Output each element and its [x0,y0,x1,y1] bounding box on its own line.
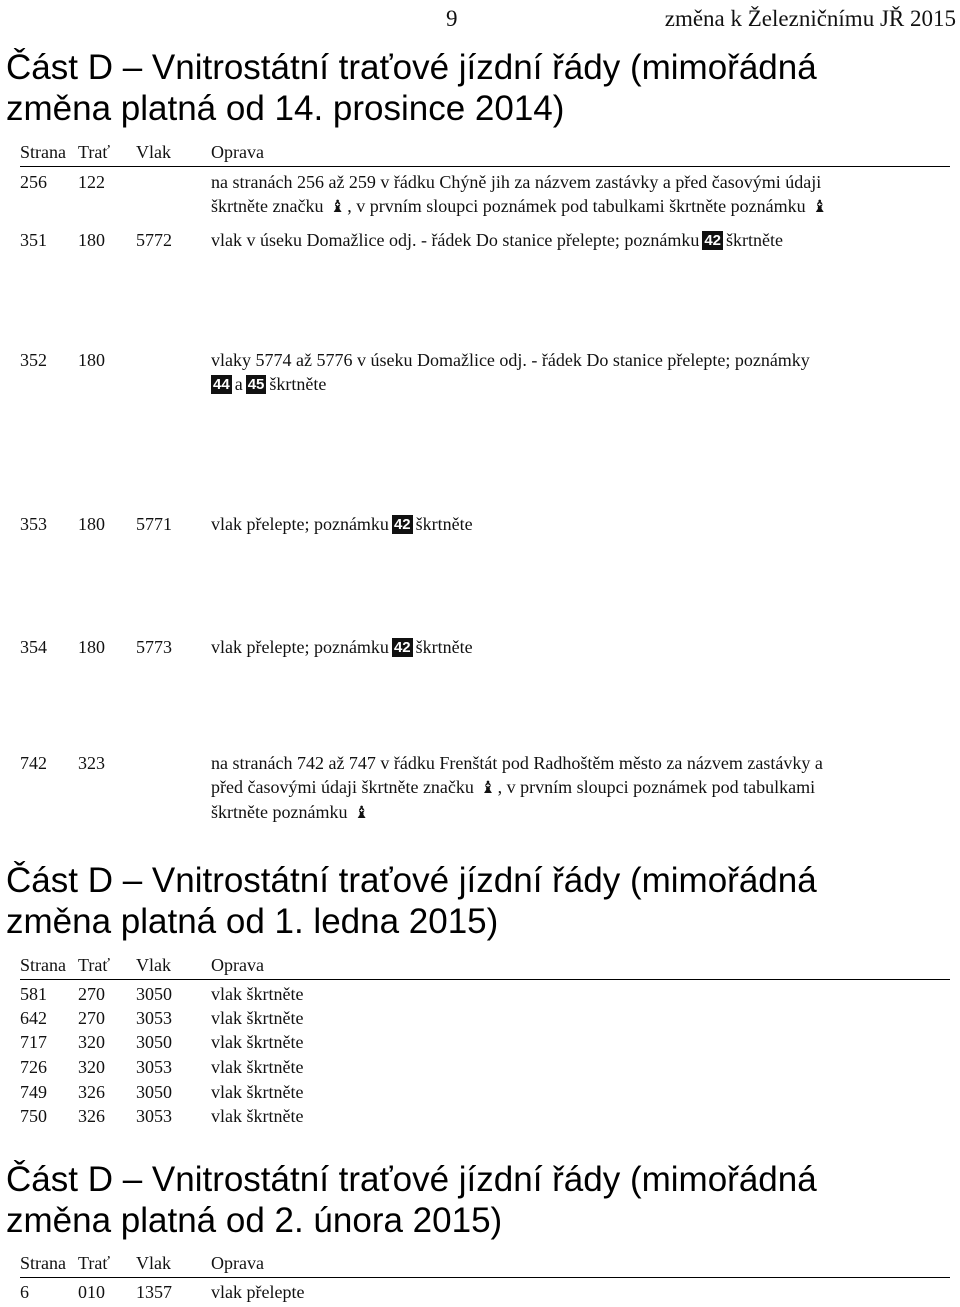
cell-trat: 326 [78,1082,105,1102]
note-badge: 42 [393,516,411,533]
cell-strana: 581 [20,984,47,1004]
oprava-text: vlak v úseku Domažlice odj. - řádek Do stanice přelepte; poznámku [211,230,700,250]
page-number: 9 [446,6,458,31]
section-title-line: změna platná od 1. ledna 2015) [6,902,499,941]
oprava-line: vlaky 5774 až 5776 v úseku Domažlice odj. - řádek Do stanice přelepte; poznámky [211,350,810,370]
cell-oprava: vlak přelepte [211,1282,305,1302]
cell-strana: 749 [20,1082,47,1102]
cell-oprava: vlak škrtněte [211,1008,304,1028]
cell-oprava [211,751,946,825]
cell-trat: 180 [78,514,105,534]
cell-trat: 180 [78,350,105,370]
oprava-line: na stranách 256 až 259 v řádku Chýně jih za názvem zastávky a před časovými údaji [211,172,822,192]
col-strana: Strana [20,1253,66,1273]
cell-trat: 010 [78,1282,105,1302]
cell-trat: 270 [78,1008,105,1028]
section-title-line: Část D – Vnitrostátní traťové jízdní řády (mimořádná [6,48,817,87]
section-title [6,47,951,129]
document-title: změna k Železničnímu JŘ 2015 [664,6,956,31]
cell-strana: 726 [20,1057,47,1077]
cell-trat: 320 [78,1057,105,1077]
stop-mark-icon: ♝ [329,197,346,216]
cell-vlak: 5771 [136,514,172,534]
stop-mark-icon: ♝ [812,197,828,216]
note-badge: 45 [247,376,265,393]
col-strana: Strana [20,142,66,162]
table-header [20,955,950,980]
oprava-text: škrtněte [415,514,473,534]
cell-vlak: 3050 [136,984,172,1004]
cell-trat: 323 [78,753,105,773]
col-vlak: Vlak [136,955,171,975]
cell-vlak: 3053 [136,1106,172,1126]
cell-trat: 270 [78,984,105,1004]
table-header [20,142,950,167]
cell-vlak: 3053 [136,1008,172,1028]
cell-strana: 6 [20,1282,29,1302]
cell-oprava: vlak škrtněte [211,1032,304,1052]
note-badge: 44 [213,376,230,393]
cell-strana: 353 [20,514,47,534]
col-strana: Strana [20,955,66,975]
oprava-text: a [234,374,243,394]
cell-strana: 351 [20,230,47,250]
oprava-line [211,800,946,825]
col-trat: Trať [78,142,111,162]
cell-oprava [211,512,946,536]
section-title [6,1159,951,1241]
cell-oprava: vlak škrtněte [211,1082,304,1102]
section-title-line: změna platná od 2. února 2015) [6,1201,503,1240]
oprava-text: vlak přelepte; poznámku [211,637,389,657]
cell-vlak: 3053 [136,1057,172,1077]
col-oprava: Oprava [211,142,264,162]
col-trat: Trať [78,955,111,975]
cell-oprava: vlak škrtněte [211,1057,304,1077]
col-trat: Trať [78,1253,111,1273]
page-header [0,2,960,34]
cell-strana: 717 [20,1032,47,1052]
cell-vlak: 1357 [136,1282,172,1302]
note-badge: 42 [704,232,722,249]
oprava-text: škrtněte poznámku [211,802,348,822]
col-oprava: Oprava [211,955,264,975]
oprava-text: vlak přelepte; poznámku [211,514,389,534]
cell-strana: 256 [20,172,47,192]
cell-oprava [211,348,946,396]
oprava-text: škrtněte [269,374,327,394]
cell-oprava [211,170,946,219]
cell-oprava: vlak škrtněte [211,1106,304,1126]
cell-strana: 642 [20,1008,47,1028]
cell-trat: 122 [78,172,105,192]
table-header [20,1253,950,1278]
cell-vlak: 5773 [136,637,172,657]
oprava-text: škrtněte [726,230,784,250]
section-title-line: Část D – Vnitrostátní traťové jízdní řády (mimořádná [6,1160,817,1199]
oprava-text: škrtněte značku [211,196,324,216]
cell-oprava [211,228,946,252]
stop-mark-icon: ♝ [480,778,496,797]
cell-trat: 320 [78,1032,105,1052]
oprava-line: na stranách 742 až 747 v řádku Frenštát pod Radhoštěm město za názvem zastávky a [211,753,823,773]
oprava-text: , v prvním sloupci poznámek pod tabulkami škrtněte poznámku [347,196,806,216]
cell-strana: 750 [20,1106,47,1126]
oprava-text: před časovými údaji škrtněte značku [211,777,474,797]
cell-strana: 742 [20,753,47,773]
col-oprava: Oprava [211,1253,264,1273]
cell-strana: 354 [20,637,47,657]
section-title-line: Část D – Vnitrostátní traťové jízdní řády (mimořádná [6,861,817,900]
oprava-line [211,775,946,800]
note-badge: 42 [393,639,411,656]
oprava-line [211,194,946,219]
section-title-line: změna platná od 14. prosince 2014) [6,89,565,128]
cell-strana: 352 [20,350,47,370]
section-title [6,860,951,942]
cell-trat: 326 [78,1106,105,1126]
col-vlak: Vlak [136,1253,171,1273]
cell-trat: 180 [78,637,105,657]
cell-vlak: 3050 [136,1032,172,1052]
oprava-text: , v prvním sloupci poznámek pod tabulkami [497,777,816,797]
cell-trat: 180 [78,230,105,250]
cell-vlak: 5772 [136,230,172,250]
oprava-text: škrtněte [415,637,473,657]
col-vlak: Vlak [136,142,171,162]
oprava-line [211,372,946,396]
cell-oprava: vlak škrtněte [211,984,304,1004]
cell-vlak: 3050 [136,1082,172,1102]
stop-mark-icon: ♝ [353,803,370,822]
cell-oprava [211,635,946,659]
